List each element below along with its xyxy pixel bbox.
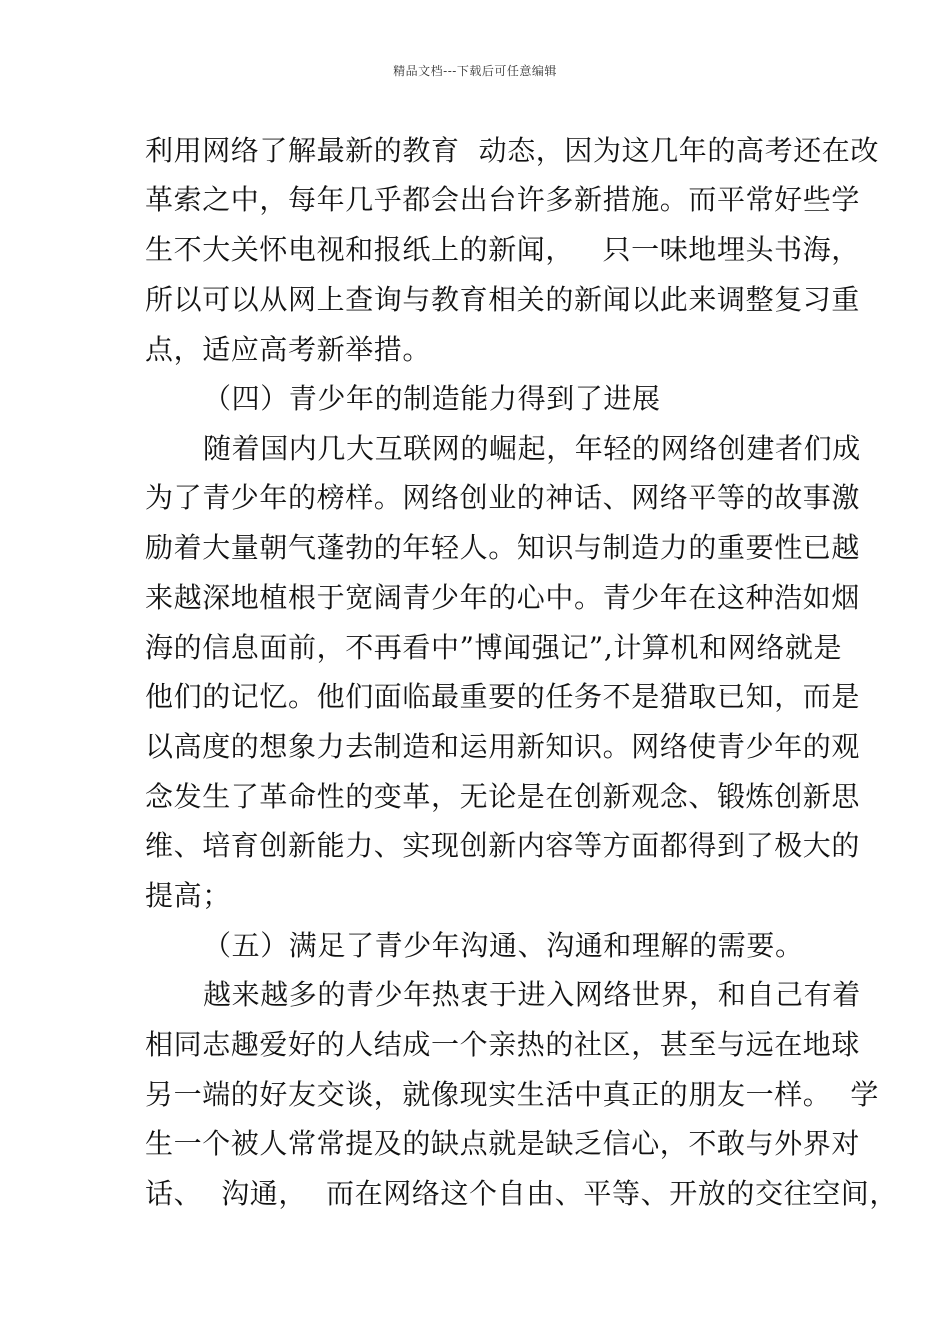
text-line: 以高度的想象力去制造和运用新知识。网络使青少年的观 (145, 730, 861, 763)
text-line: 另一端的好友交谈，就像现实生活中真正的朋友一样。 学 (145, 1078, 880, 1111)
section-heading: （四）青少年的制造能力得到了进展 (203, 382, 661, 415)
text-line: 海的信息面前，不再看中”博闻强记”,计算机和网络就是 (145, 631, 843, 664)
text-line: 生不大关怀电视和报纸上的新闻， 只一味地埋头书海， (145, 233, 860, 266)
text-line: 话、 沟通， 而在网络这个自由、平等、开放的交往空间， (145, 1177, 899, 1210)
text-line: 相同志趣爱好的人结成一个亲热的社区，甚至与远在地球 (145, 1028, 861, 1061)
text-line: 点，适应高考新举措。 (145, 333, 432, 366)
text-line: 念发生了革命性的变革，无论是在创新观念、锻炼创新思 (145, 780, 861, 813)
text-line: 利用网络了解最新的教育 动态，因为这几年的高考还在改 (145, 134, 880, 167)
text-line: 随着国内几大互联网的崛起，年轻的网络创建者们成 (203, 432, 861, 465)
text-line: 励着大量朝气蓬勃的年轻人。知识与制造力的重要性已越 (145, 531, 861, 564)
section-heading: （五）满足了青少年沟通、沟通和理解的需要。 (203, 929, 804, 962)
text-line: 越来越多的青少年热衷于进入网络世界，和自己有着 (203, 978, 861, 1011)
text-line: 提高； (145, 879, 231, 912)
text-line: 来越深地植根于宽阔青少年的心中。青少年在这种浩如烟 (145, 581, 861, 614)
text-line: 革索之中，每年几乎都会出台许多新措施。而平常好些学 (145, 183, 861, 216)
text-line: 维、培育创新能力、实现创新内容等方面都得到了极大的 (145, 829, 861, 862)
text-line: 所以可以从网上查询与教育相关的新闻以此来调整复习重 (145, 283, 861, 316)
page-header: 精品文档---下载后可任意编辑 (393, 64, 557, 78)
text-line: 为了青少年的榜样。网络创业的神话、网络平等的故事激 (145, 481, 861, 514)
text-line: 他们的记忆。他们面临最重要的任务不是猎取已知，而是 (145, 680, 861, 713)
text-line: 生一个被人常常提及的缺点就是缺乏信心，不敢与外界对 (145, 1127, 861, 1160)
